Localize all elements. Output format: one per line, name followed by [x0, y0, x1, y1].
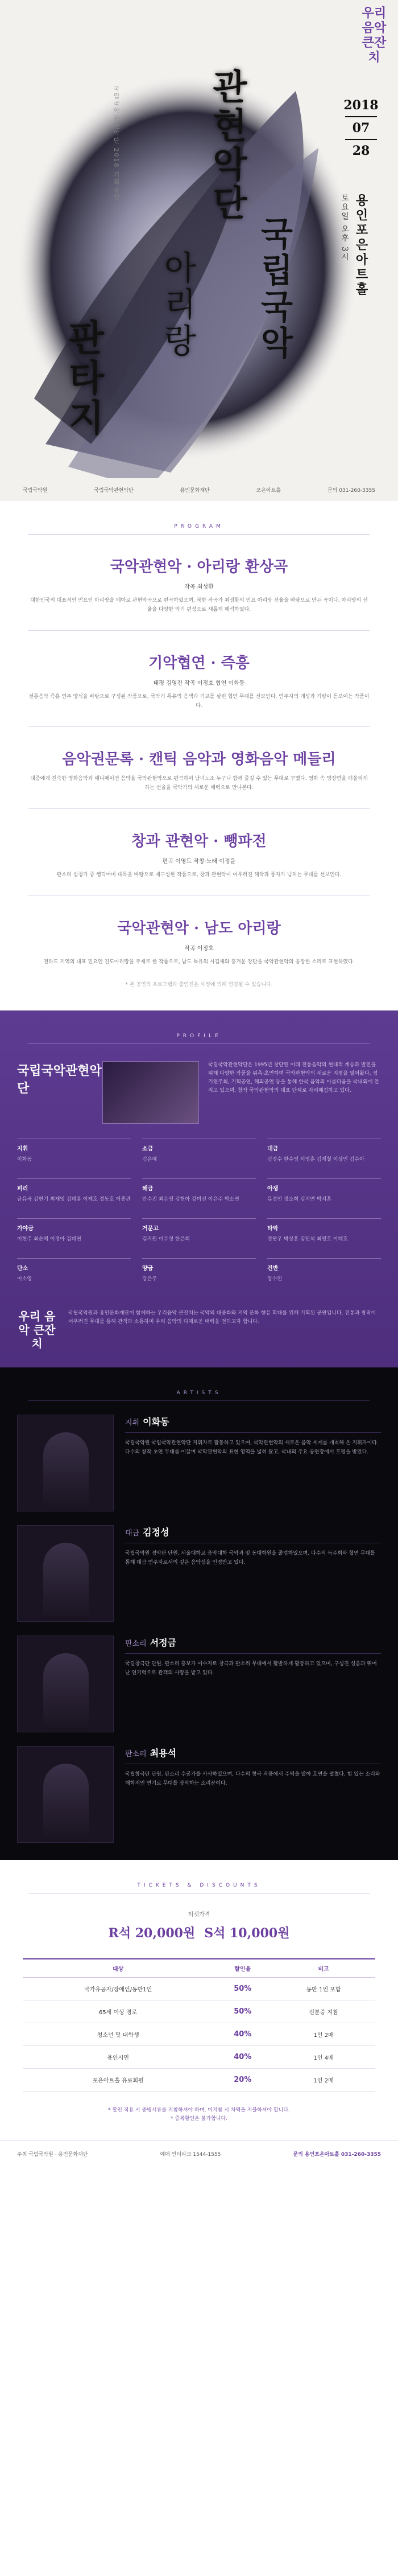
roster-names: 이화동: [17, 1157, 32, 1162]
poster: [0, 0, 398, 501]
roster-cell: [17, 1218, 131, 1258]
roster-names: 김지원 이수정 한은희: [142, 1236, 190, 1242]
footer-inquiry: 문의 용인포은아트홀 031-260-3355: [293, 2152, 381, 2158]
roster-cell: [142, 1218, 256, 1258]
roster-cell: [142, 1178, 256, 1218]
artist-card: [0, 1401, 398, 1511]
date-year: 2018: [343, 98, 379, 113]
program-heading: [0, 501, 398, 535]
tickets-body: [0, 1909, 398, 2140]
roster-names: 유정민 정소희 김지연 박지훈: [267, 1197, 331, 1202]
cell-note: 1인 4매: [272, 2046, 375, 2069]
cell-rate: 40%: [213, 2023, 272, 2046]
company-desc: 국립국악원과 용인문화재단이 함께하는 우리음악 큰잔치는 국악의 대중화와 지역 문화 향유 확대를 위해 기획된 공연입니다. 전통과 창작이 어우러진 무대를 통해 관객과 소통하며 우리 음악의 다채로운 매력을 전하고자 합니다.: [68, 1310, 376, 1325]
program-credit: 작곡 최성환: [184, 584, 214, 590]
roster-cell: [267, 1178, 381, 1218]
profile-heading-text: PROFILE: [176, 1033, 222, 1039]
roster-names: 장수민: [267, 1276, 283, 1282]
table-row: [23, 2046, 375, 2069]
table-header-row: [23, 1959, 375, 1978]
footer: [0, 2140, 398, 2167]
price-r: R석 20,000원: [108, 1926, 196, 1941]
roster-grid: [17, 1139, 381, 1298]
poster-venue: 용인포은아트홀: [354, 194, 368, 297]
roster-cell: [267, 1218, 381, 1258]
cell-note: 1인 2매: [272, 2069, 375, 2092]
roster-names: 이소영: [17, 1276, 32, 1282]
roster-names: 강은주: [142, 1276, 157, 1282]
program-credit: 편곡 이영도 작창·노래 이정을: [162, 858, 236, 865]
program-divider: [28, 726, 370, 727]
heading-rule: [28, 534, 370, 535]
roster-label: 건반: [267, 1266, 279, 1272]
roster-cell: [17, 1258, 131, 1298]
poster-title-2: 아리랑: [158, 250, 197, 360]
program-item: [28, 829, 370, 896]
roster-names: 금유곡 김현기 최재영 김태용 이재호 정동호 이종관: [17, 1197, 131, 1202]
program-section: [0, 501, 398, 1010]
cell-note: 동반 1인 포함: [272, 1978, 375, 2000]
orchestra-photo: [102, 1061, 199, 1124]
program-heading-text: PROGRAM: [174, 524, 224, 529]
company-logo: 우리 음악 큰잔치: [18, 1309, 56, 1350]
cell-target: 65세 이상 경로: [23, 2000, 213, 2023]
date-divider: [345, 139, 377, 140]
artist-body: [125, 1746, 381, 1788]
roster-names: 김정수 한수영 이명훈 김재철 이상인 김수아: [267, 1157, 364, 1162]
artist-name: [125, 1525, 381, 1538]
artist-role: 지휘: [125, 1419, 140, 1427]
artist-photo: [17, 1746, 114, 1843]
artist-name-text: 이화동: [143, 1416, 169, 1427]
sponsor-logo: 국립국악관현악단: [94, 487, 134, 494]
poster-title-4: 판타지: [62, 319, 105, 438]
artist-photo: [17, 1415, 114, 1511]
cell-target: 용인시민: [23, 2046, 213, 2069]
program-list: [0, 555, 398, 1010]
orchestra-desc: 국립국악관현악단은 1995년 창단된 이래 전통음악의 현대적 계승과 발전을 위해 다양한 작품을 위촉·초연하며 국악관현악의 새로운 지평을 열어왔다. 정기연주회, 기획공연, 해외공연 등을 통해 한국 음악의 아름다움을 국내외에 알리고 있으며, 창작 국악관현악의 대표 단체로 자리매김하고 있다.: [208, 1062, 379, 1094]
program-item: [28, 917, 370, 967]
roster-label: 거문고: [142, 1226, 159, 1232]
artist-body: [125, 1525, 381, 1567]
footer-organizer: 주최 국립국악원 · 용인문화재단: [17, 2152, 88, 2158]
roster-names: 이현주 최순혜 이정아 김태연: [17, 1236, 81, 1242]
program-title: 음악권문록 · 캔틱 음악과 영화음악 메들리: [62, 751, 336, 768]
artist-photo: [17, 1525, 114, 1622]
footer-ticketing[interactable]: 예매 인터파크 1544-1555: [160, 2152, 221, 2158]
artist-name-text: 서정금: [150, 1637, 177, 1648]
artist-photo: [17, 1636, 114, 1732]
person-silhouette: [43, 1653, 89, 1732]
person-silhouette: [43, 1432, 89, 1511]
program-title: 기악협연 · 즉흥: [148, 655, 250, 672]
discount-table: [23, 1958, 375, 2092]
roster-cell: [17, 1139, 131, 1178]
program-divider: [28, 808, 370, 809]
price-s: S석 10,000원: [204, 1926, 290, 1941]
tickets-heading-text: TICKETS & DISCOUNTS: [137, 1883, 261, 1888]
artist-role: 판소리: [125, 1640, 147, 1648]
table-row: [23, 1978, 375, 2000]
person-silhouette: [43, 1543, 89, 1622]
program-desc: 전통음악 즉흥 연주 양식을 바탕으로 구성된 작품으로, 국악기 특유의 음색과 기교를 살린 협연 무대를 선보인다. 연주자의 개성과 기량이 돋보이는 작품이다.: [28, 694, 370, 709]
artists-heading-text: ARTISTS: [176, 1390, 222, 1396]
roster-names: 정연우 박상훈 김민석 최영호 이태호: [267, 1236, 348, 1242]
cell-rate: 40%: [213, 2046, 272, 2069]
roster-label: 피리: [17, 1186, 28, 1192]
sponsor-logo: 포은아트홀: [256, 487, 281, 494]
table-row: [23, 2023, 375, 2046]
date-month: 07: [352, 121, 370, 135]
roster-label: 지휘: [17, 1146, 28, 1152]
program-desc: 대한민국의 대표적인 민요인 아리랑을 테마로 관현악곡으로 편곡하였으며, 북한 작곡가 최성환의 민요 아리랑 선율을 바탕으로 만든 곡이다. 아리랑의 선율을 다양한 악기 편성으로 새롭게 해석하였다.: [30, 598, 368, 613]
artist-name: [125, 1415, 381, 1428]
profile-intro: [0, 1044, 398, 1124]
roster-label: 가야금: [17, 1226, 34, 1232]
poster-time: [339, 194, 350, 262]
time: 오후 3시: [340, 224, 349, 262]
roster-cell: [267, 1139, 381, 1178]
program-item: [28, 747, 370, 809]
program-item: [28, 555, 370, 631]
poster-title-1: 관현악단: [206, 68, 248, 223]
program-title: 창과 관현악 · 뺑파전: [131, 833, 267, 850]
roster-label: 단소: [17, 1266, 28, 1272]
sponsor-logo: 국립국악원: [23, 487, 48, 494]
artist-role: 대금: [125, 1529, 140, 1538]
program-title: 국악관현악 · 아리랑 환상곡: [110, 558, 288, 576]
tickets-heading: [0, 1860, 398, 1893]
roster-cell: [142, 1139, 256, 1178]
program-title: 국악관현악 · 남도 아리랑: [117, 920, 281, 937]
artist-desc: 국립창극단 단원. 판소리 수궁가를 사사하였으며, 다수의 창극 작품에서 주역을 맡아 호연을 펼쳤다. 힘 있는 소리와 해학적인 연기로 무대를 장악하는 소리꾼이다.: [125, 1772, 380, 1786]
roster-cell: [17, 1178, 131, 1218]
ticket-subtitle: 티켓가격: [188, 1912, 210, 1918]
profile-section: [0, 1010, 398, 1367]
roster-label: 타악: [267, 1226, 279, 1232]
date-divider: [345, 116, 377, 117]
cell-note: 신분증 지참: [272, 2000, 375, 2023]
artist-card: [0, 1732, 398, 1843]
roster-cell: [267, 1258, 381, 1298]
table-row: [23, 2069, 375, 2092]
artist-desc: 국립창극단 단원. 판소리 흥보가 이수자로 창극과 판소리 무대에서 활발하게 활동하고 있으며, 구성진 성음과 뛰어난 연기력으로 관객의 사랑을 받고 있다.: [125, 1661, 377, 1676]
artists-section: [0, 1367, 398, 1860]
artist-rule: [125, 1432, 381, 1433]
artist-body: [125, 1636, 381, 1678]
artists-heading: [0, 1367, 398, 1401]
roster-label: 아쟁: [267, 1186, 279, 1192]
ticket-price: [23, 1924, 375, 1941]
roster-names: 김은혜: [142, 1157, 157, 1162]
poster-title-3: 국립국악: [255, 216, 293, 362]
col-target: 대상: [23, 1959, 213, 1978]
cell-target: 포은아트홀 유료회원: [23, 2069, 213, 2092]
cell-rate: 50%: [213, 1978, 272, 2000]
company-info: [17, 1309, 381, 1350]
cell-target: 국가유공자/장애인/동반1인: [23, 1978, 213, 2000]
artist-desc: 국립국악원 국립국악관현악단 지휘자로 활동하고 있으며, 국악관현악의 새로운 음악 세계를 개척해 온 지휘자이다. 다수의 창작 초연 무대를 이끌며 국악관현악의 표현 영역을 넓혀 왔고, 국내외 주요 공연장에서 호평을 받았다.: [125, 1440, 379, 1455]
artist-name-text: 김정성: [143, 1527, 169, 1538]
cell-rate: 20%: [213, 2069, 272, 2092]
poster-subline: 국립국악관현악단 2018 기획공연: [113, 85, 120, 201]
program-divider: [28, 895, 370, 896]
orchestra-name: 국립국악관현악단: [17, 1063, 102, 1096]
roster-label: 양금: [142, 1266, 154, 1272]
artist-body: [125, 1415, 381, 1457]
roster-label: 해금: [142, 1186, 154, 1192]
program-divider: [28, 630, 370, 631]
table-row: [23, 2000, 375, 2023]
program-desc: 판소리 심청가 중 뺑덕어미 대목을 바탕으로 재구성한 작품으로, 창과 관현악이 어우러진 해학과 풍자가 넘치는 무대를 선보인다.: [56, 872, 342, 878]
cell-target: 청소년 및 대학생: [23, 2023, 213, 2046]
sponsor-contact: 문의 031-260-3355: [327, 487, 375, 494]
poster-date: [341, 97, 381, 159]
roster-label: 소금: [142, 1146, 154, 1152]
date-day: 28: [352, 143, 370, 158]
roster-label: 대금: [267, 1146, 279, 1152]
profile-heading: [0, 1010, 398, 1044]
person-silhouette: [43, 1764, 89, 1843]
program-desc: 전라도 지역의 대표 민요인 진도아리랑을 주제로 한 작품으로, 남도 특유의 시김새와 흥겨운 장단을 국악관현악의 웅장한 소리로 표현하였다.: [43, 959, 355, 965]
ticket-notes: * 할인 적용 시 증빙서류를 지참하셔야 하며, 미지참 시 차액을 지불하셔야 합니다. * 중복할인은 불가합니다.: [108, 2107, 290, 2122]
col-rate: 할인율: [213, 1959, 272, 1978]
artist-card: [0, 1622, 398, 1732]
weekday: 토요일: [340, 194, 349, 221]
program-note: * 본 공연의 프로그램과 출연진은 사정에 의해 변경될 수 있습니다.: [125, 982, 273, 988]
sponsor-bar: [0, 478, 398, 501]
artist-card: [0, 1511, 398, 1622]
artist-role: 판소리: [125, 1750, 147, 1759]
festival-logo: 우리 음악 큰잔치: [362, 6, 387, 65]
program-credit: 작곡 이정호: [184, 946, 214, 952]
artist-desc: 국립국악원 정악단 단원. 서울대학교 음악대학 국악과 및 동대학원을 졸업하였으며, 다수의 독주회와 협연 무대를 통해 대금 연주자로서의 깊은 음악성을 인정받고 있다.: [125, 1551, 375, 1566]
artist-name: [125, 1746, 381, 1759]
sponsor-logo: 용인문화재단: [180, 487, 210, 494]
artist-rule: [125, 1653, 381, 1654]
tickets-section: [0, 1860, 398, 2140]
cell-note: 1인 2매: [272, 2023, 375, 2046]
artist-name: [125, 1636, 381, 1649]
program-credit: 태평 김영진 작곡 이정호 협연 이화동: [153, 680, 245, 687]
roster-names: 안수진 최은영 김현아 강미선 이은주 박소연: [142, 1197, 239, 1202]
artist-name-text: 최용석: [150, 1748, 177, 1759]
program-desc: 대중에게 친숙한 영화음악과 애니메이션 음악을 국악관현악으로 편곡하여 남녀노소 누구나 함께 즐길 수 있는 무대로 꾸몄다. 영화 속 명장면을 떠올리게 하는 선율을 국악기의 새로운 매력으로 만나본다.: [30, 776, 368, 791]
roster-cell: [142, 1258, 256, 1298]
col-note: 비고: [272, 1959, 375, 1978]
cell-rate: 50%: [213, 2000, 272, 2023]
program-item: [28, 651, 370, 727]
